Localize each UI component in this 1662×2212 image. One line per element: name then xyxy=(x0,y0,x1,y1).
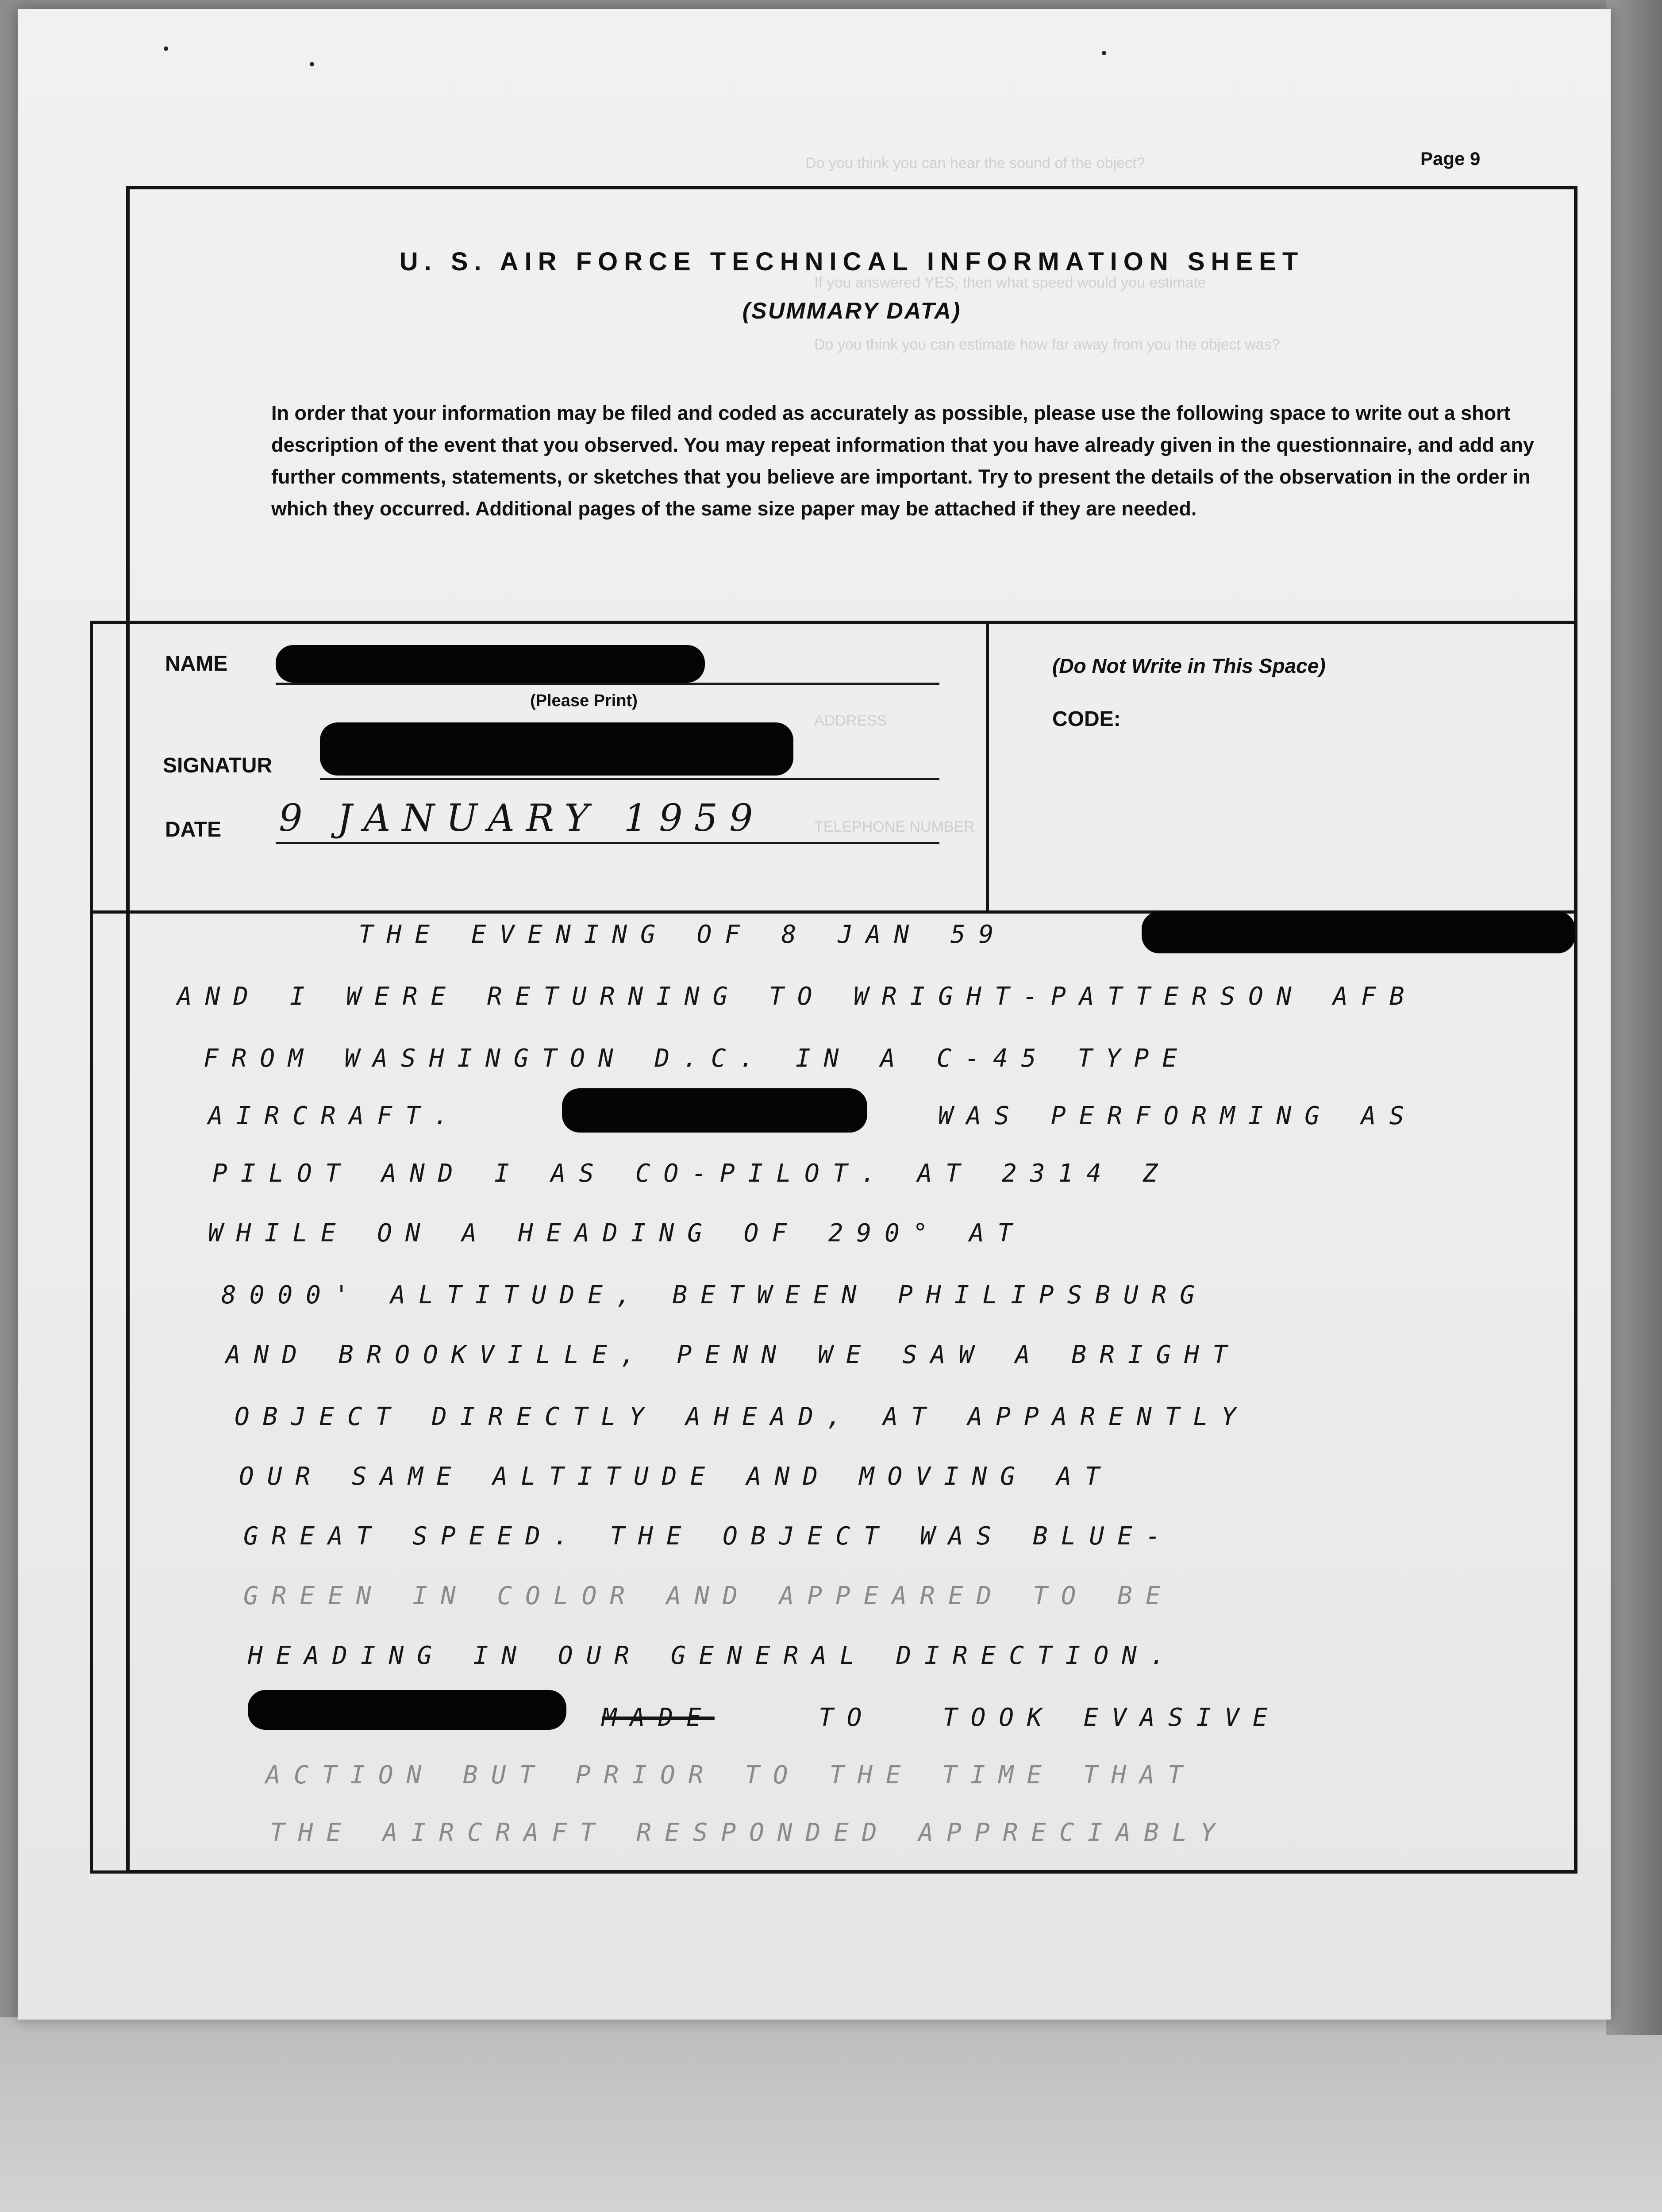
narrative-line: PILOT AND I AS CO-PILOT. AT 2314 Z xyxy=(212,1159,1171,1188)
signature-label: SIGNATUR xyxy=(163,754,273,777)
narrative-line: THE EVENING OF 8 JAN 59 xyxy=(358,920,1007,949)
please-print-label: (Please Print) xyxy=(530,691,638,710)
narrative-line: GREAT SPEED. THE OBJECT WAS BLUE- xyxy=(243,1522,1174,1551)
form-left-border xyxy=(90,621,93,1873)
narrative-line: TOOK EVASIVE xyxy=(943,1703,1281,1732)
redaction-mark xyxy=(248,1690,566,1730)
narrative-line: AIRCRAFT. xyxy=(208,1102,462,1130)
code-label: CODE: xyxy=(1052,707,1121,731)
redaction-mark xyxy=(320,722,793,776)
document-page xyxy=(18,9,1611,2020)
form-instructions: In order that your information may be filed and coded as accurately as possible, please use the following space to write out a short description of the event that you observed. You may repeat information that you have already given in the questionnaire, and add any further comments, statements, or sketches that you believe are important. Try to present the details of the observation in the order in which they occurred. Additional pages of the same size paper may be attached if they are needed. xyxy=(271,402,1534,520)
narrative-line: AND BROOKVILLE, PENN WE SAW A BRIGHT xyxy=(226,1340,1241,1369)
form-subtitle: (SUMMARY DATA) xyxy=(742,298,962,324)
section-divider xyxy=(90,621,1574,624)
narrative-line: ACTION BUT PRIOR TO THE TIME THAT xyxy=(265,1761,1196,1790)
narrative-line: GREEN IN COLOR AND APPEARED TO BE xyxy=(243,1582,1174,1610)
narrative-line: OBJECT DIRECTLY AHEAD, AT APPARENTLY xyxy=(235,1402,1250,1431)
bleed-through-text: Do you think you can estimate how far away from you the object was? xyxy=(814,336,1280,353)
column-divider xyxy=(986,621,989,910)
narrative-line: THE AIRCRAFT RESPONDED APPRECIABLY xyxy=(270,1818,1229,1847)
redaction-mark xyxy=(276,645,705,683)
date-field xyxy=(276,842,939,844)
scan-speck xyxy=(1102,51,1106,55)
narrative-line: TO xyxy=(819,1703,875,1732)
redaction-mark xyxy=(1142,911,1575,953)
bleed-through-text: If you answered YES, then what speed would you estimate xyxy=(814,274,1206,291)
scan-edge xyxy=(1606,0,1662,2035)
bleed-through-text: Do you think you can hear the sound of the object? xyxy=(805,155,1145,172)
narrative-line: 8000' ALTITUDE, BETWEEN PHILIPSBURG xyxy=(221,1281,1208,1310)
date-value: 9 JANUARY 1959 xyxy=(279,796,765,840)
page-number: Page 9 xyxy=(1420,148,1481,169)
bleed-through-text: ADDRESS xyxy=(814,712,887,729)
scan-speck xyxy=(164,46,168,51)
narrative-line: FROM WASHINGTON D.C. IN A C-45 TYPE xyxy=(204,1044,1191,1073)
narrative-line: OUR SAME ALTITUDE AND MOVING AT xyxy=(239,1462,1113,1491)
narrative-line: WAS PERFORMING AS xyxy=(938,1102,1418,1130)
narrative-line: WHILE ON A HEADING OF 290° AT xyxy=(208,1219,1026,1248)
narrative-line: HEADING IN OUR GENERAL DIRECTION. xyxy=(248,1641,1178,1670)
date-label: DATE xyxy=(165,818,222,841)
form-bottom-border xyxy=(90,1870,1574,1874)
office-use-note: (Do Not Write in This Space) xyxy=(1052,654,1326,677)
name-label: NAME xyxy=(165,652,228,676)
signature-field xyxy=(320,778,939,780)
scan-background xyxy=(0,2017,1662,2212)
redaction-mark xyxy=(562,1088,867,1133)
narrative-line: AND I WERE RETURNING TO WRIGHT-PATTERSON AFB xyxy=(177,982,1418,1011)
scan-speck xyxy=(310,62,314,66)
bleed-through-text: TELEPHONE NUMBER xyxy=(814,818,975,835)
form-title: U. S. AIR FORCE TECHNICAL INFORMATION SHEET xyxy=(399,247,1304,276)
name-field xyxy=(276,683,939,685)
technical-information-form xyxy=(126,186,1577,1874)
struck-word: MADE xyxy=(602,1703,715,1732)
